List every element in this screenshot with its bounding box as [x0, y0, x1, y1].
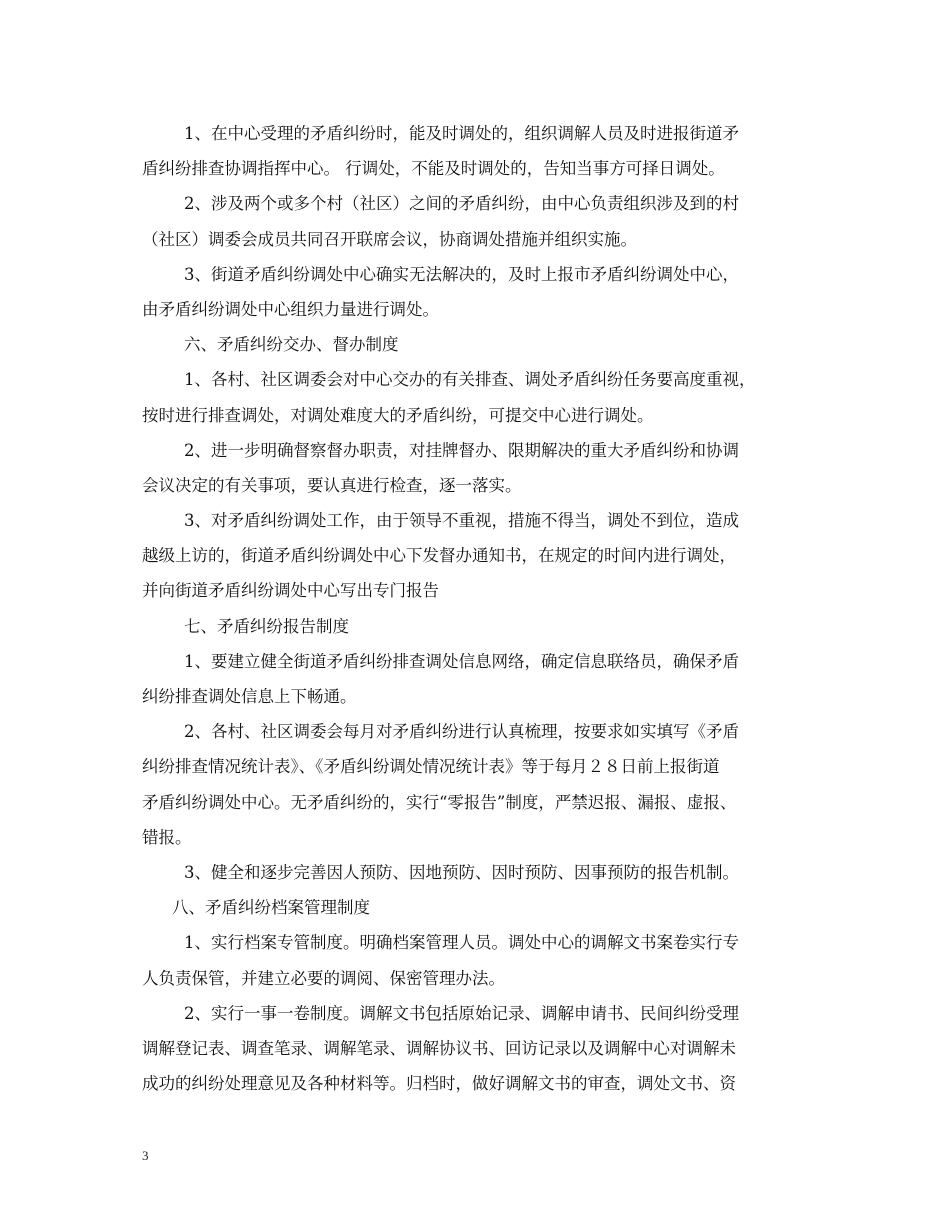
- paragraph-line: 2、进一步明确督察督办职责，对挂牌督办、限期解决的重大矛盾纠纷和协调: [184, 440, 739, 460]
- document-body: [142, 116, 822, 1101]
- paragraph-line: 调解登记表、调查笔录、调解笔录、调解协议书、回访记录以及调解中心对调解未: [142, 1038, 736, 1058]
- paragraph-line: 3、对矛盾纠纷调处工作，由于领导不重视，措施不得当，调处不到位，造成: [184, 511, 739, 531]
- paragraph-line: （社区）调委会成员共同召开联席会议，协商调处措施并组织实施。: [142, 229, 637, 249]
- paragraph-line: 1、在中心受理的矛盾纠纷时，能及时调处的，组织调解人员及时进报街道矛: [184, 124, 739, 143]
- page-number: 3: [142, 1148, 149, 1163]
- paragraph-line: 3、街道矛盾纠纷调处中心确实无法解决的，及时上报市矛盾纠纷调处中心，: [184, 264, 739, 284]
- paragraph-line: 人负责保管，并建立必要的调阅、保密管理办法。: [142, 968, 505, 988]
- paragraph-line: 盾纠纷排查协调指挥中心。 行调处，不能及时调处的，告知当事方可择日调处。: [142, 159, 725, 179]
- paragraph-line: 1、要建立健全街道矛盾纠纷排查调处信息网络，确定信息联络员，确保矛盾: [184, 651, 739, 671]
- paragraph-line: 矛盾纠纷调处中心。无矛盾纠纷的，实行“零报告”制度，严禁迟报、漏报、虚报、: [142, 792, 737, 812]
- paragraph-line: 由矛盾纠纷调处中心组织力量进行调处。: [142, 299, 439, 319]
- section-heading: 六、矛盾纠纷交办、督办制度: [184, 335, 399, 355]
- paragraph-line: 3、健全和逐步完善因人预防、因地预防、因时预防、因事预防的报告机制。: [184, 862, 739, 882]
- section-heading: 八、矛盾纠纷档案管理制度: [172, 898, 370, 918]
- paragraph-line: 并向街道矛盾纠纷调处中心写出专门报告: [142, 581, 439, 601]
- paragraph-line: 纠纷排查情况统计表》、《矛盾纠纷调处情况统计表》等于每月２８日前上报街道: [142, 757, 720, 777]
- paragraph-line: 2、各村、社区调委会每月对矛盾纠纷进行认真梳理，按要求如实填写《矛盾: [184, 722, 739, 742]
- paragraph-line: 2、实行一事一卷制度。调解文书包括原始记录、调解申请书、民间纠纷受理: [184, 1003, 739, 1023]
- paragraph-line: 错报。: [142, 827, 192, 847]
- paragraph-line: 1、各村、社区调委会对中心交办的有关排查、调处矛盾纠纷任务要高度重视，: [184, 370, 756, 390]
- paragraph-line: 会议决定的有关事项，要认真进行检查，逐一落实。: [142, 475, 522, 495]
- paragraph-line: 成功的纠纷处理意见及各种材料等。归档时，做好调解文书的审查，调处文书、资: [142, 1074, 736, 1094]
- paragraph-line: 纠纷排查调处信息上下畅通。: [142, 687, 357, 706]
- paragraph-line: 2、涉及两个或多个村（社区）之间的矛盾纠纷，由中心负责组织涉及到的村: [184, 194, 739, 214]
- section-heading: 七、矛盾纠纷报告制度: [184, 616, 349, 636]
- paragraph-line: 按时进行排查调处，对调处难度大的矛盾纠纷，可提交中心进行调处。: [142, 405, 654, 425]
- paragraph-line: 越级上访的，街道矛盾纠纷调处中心下发督办通知书，在规定的时间内进行调处，: [142, 546, 736, 566]
- paragraph-line: 1、实行档案专管制度。明确档案管理人员。调处中心的调解文书案卷实行专: [184, 933, 739, 953]
